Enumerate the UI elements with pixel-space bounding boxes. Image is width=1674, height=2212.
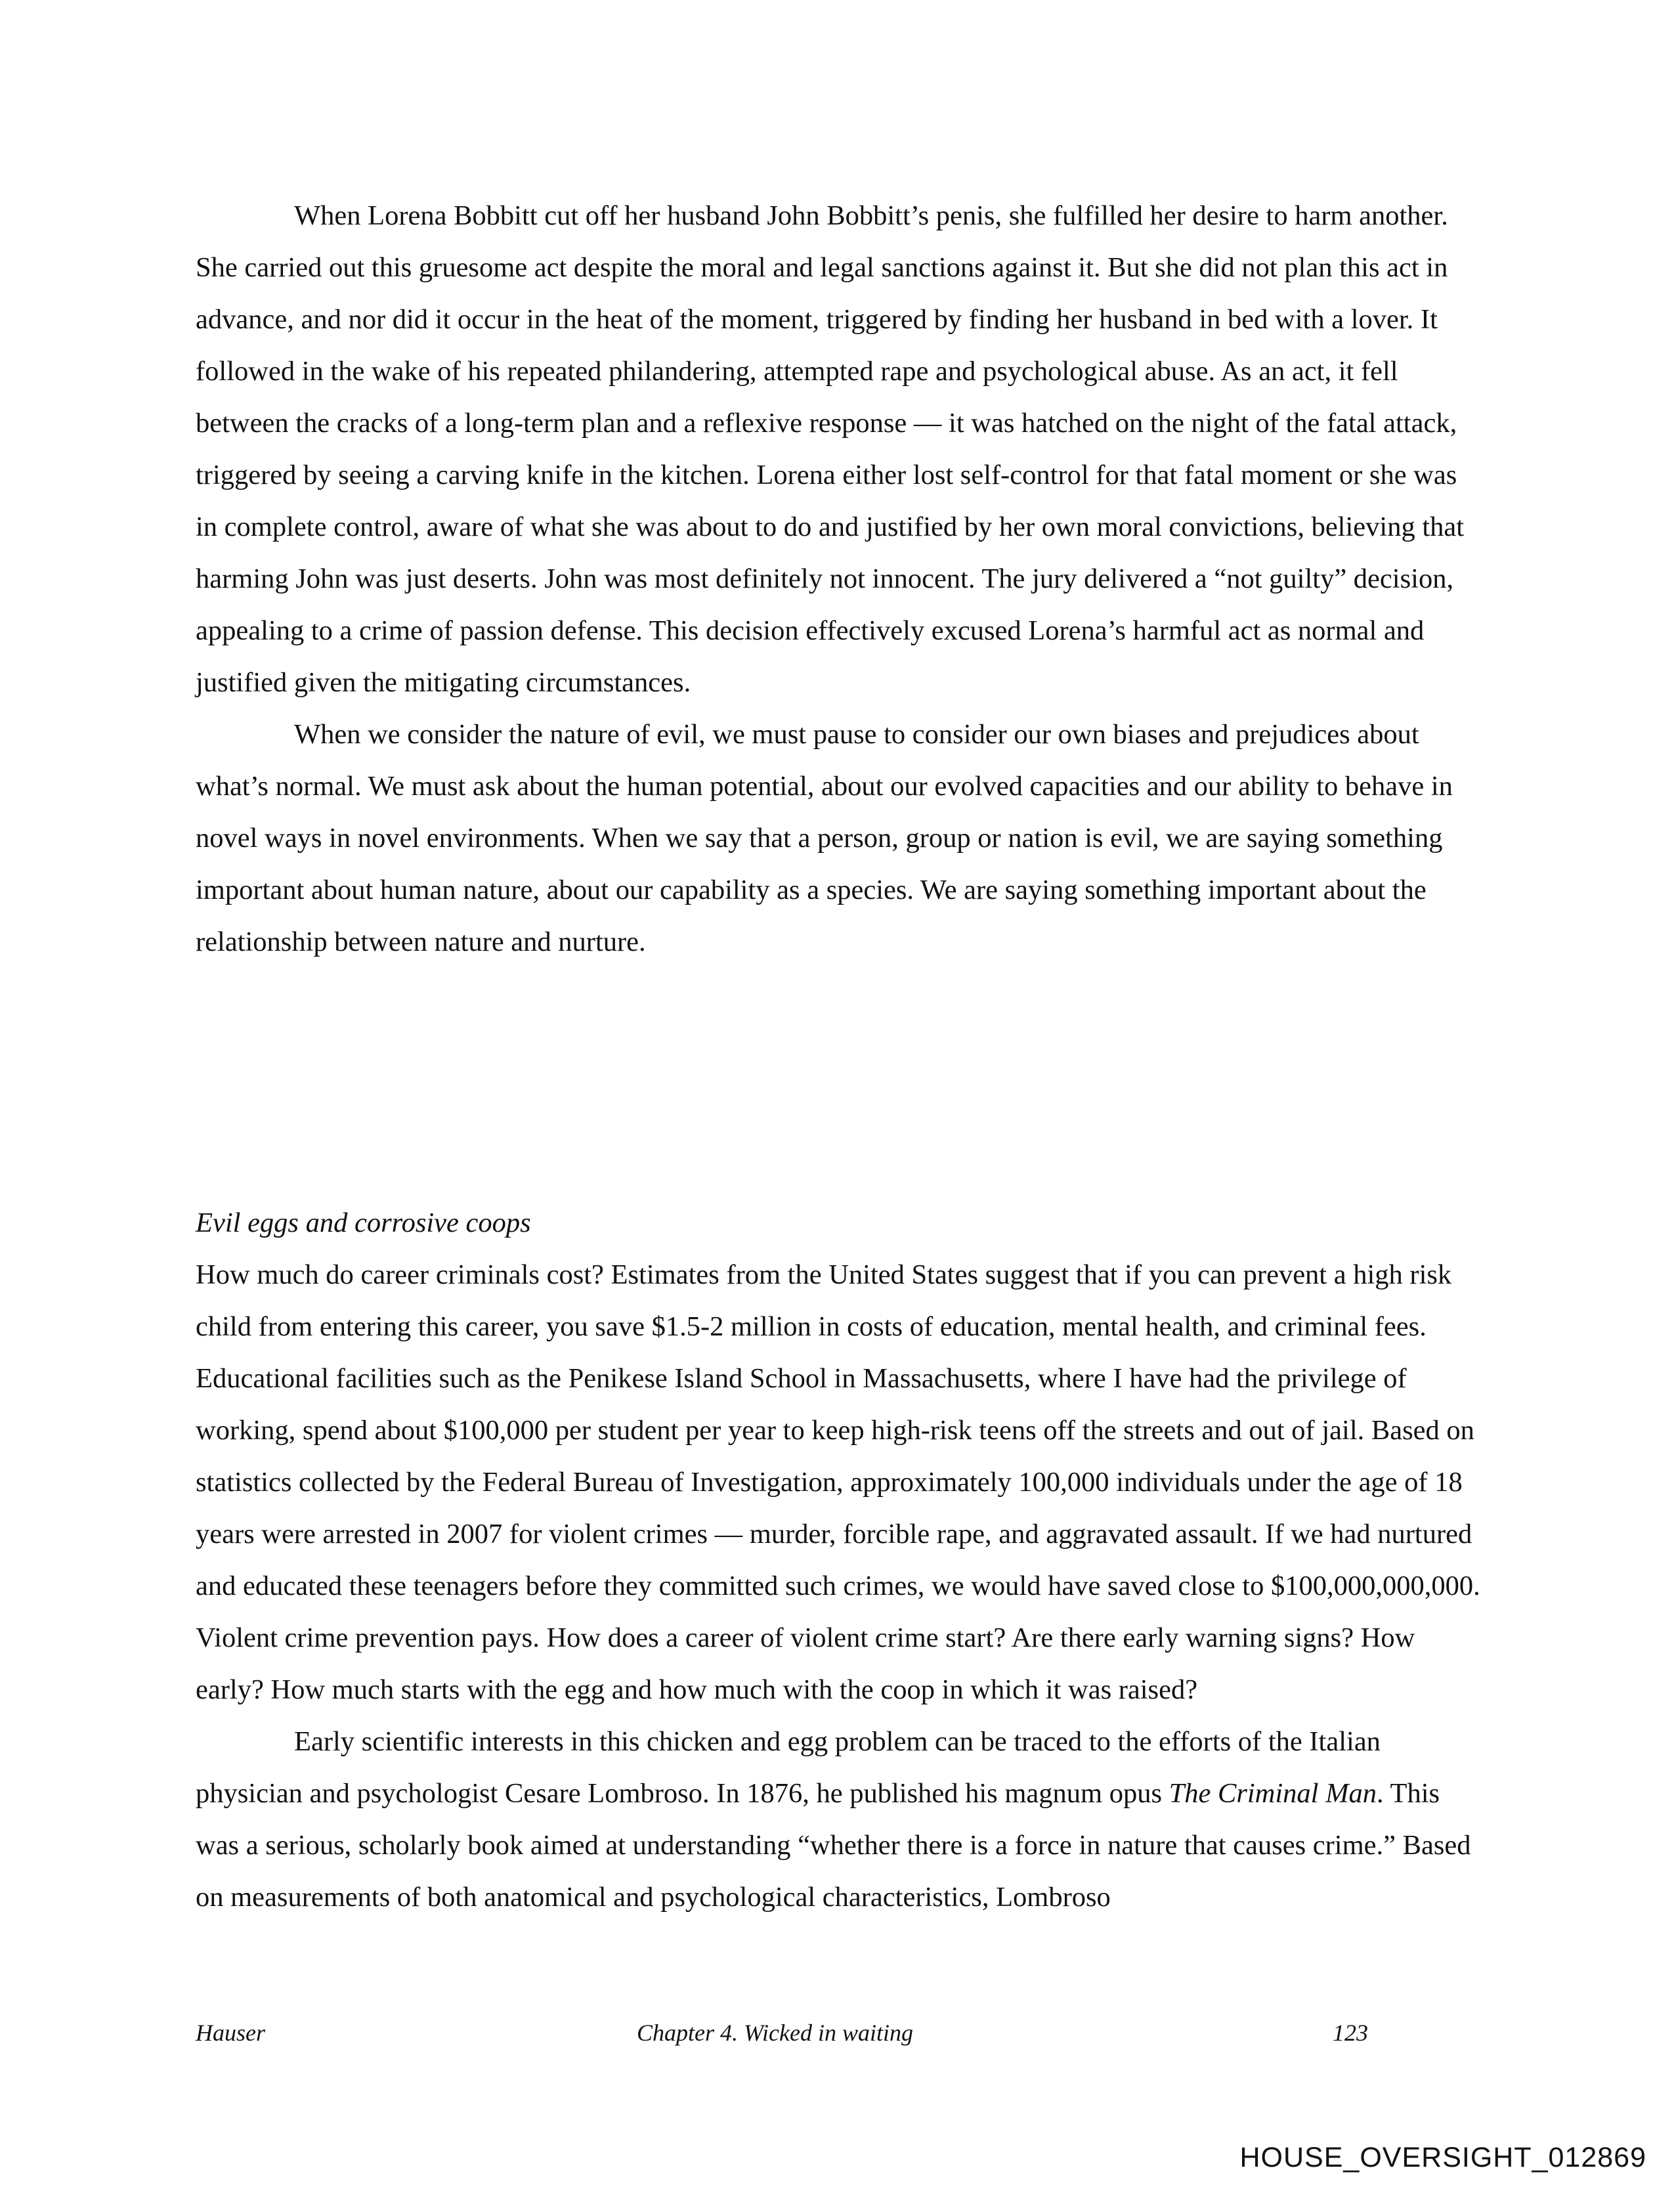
bates-stamp: HOUSE_OVERSIGHT_012869 bbox=[1239, 2142, 1646, 2173]
section-body-1 bbox=[196, 190, 1482, 968]
paragraph-career-criminals: How much do career criminals cost? Estimates from the United States suggest that if you can prevent a high risk child from entering this career, you save $1.5-2 million in costs of education, mental health, and criminal fees. Educational facilities such as the Penikese Island School in Massachusetts, where I have had the privilege of working, spend about $100,000 per student per year to keep high-risk teens off the streets and out of jail. Based on statistics collected by the Federal Bureau of Investigation, approximately 100,000 individuals under the age of 18 years were arrested in 2007 for violent crimes — murder, forcible rape, and aggravated assault. If we had nurtured and educated these teenagers before they committed such crimes, we would have saved close to $100,000,000,000. Violent crime prevention pays. How does a career of violent crime start? Are there early warning signs? How early? How much starts with the egg and how much with the coop in which it was raised? bbox=[196, 1259, 1480, 1705]
paragraph-lombroso bbox=[196, 1716, 1482, 1923]
footer-author: Hauser bbox=[196, 2020, 265, 2046]
section-body-2 bbox=[196, 1197, 1482, 1923]
paragraph-bobbitt: When Lorena Bobbitt cut off her husband John Bobbitt’s penis, she fulfilled her desire to harm another. She carried out this gruesome act despite the moral and legal sanctions against it. But she did not plan this act in advance, and nor did it occur in the heat of the moment, triggered by finding her husband in bed with a lover. It followed in the wake of his repeated philandering, attempted rape and psychological abuse. As an act, it fell between the cracks of a long-term plan and a reflexive response — it was hatched on the night of the fatal attack, triggered by seeing a carving knife in the kitchen. Lorena either lost self-control for that fatal moment or she was in complete control, aware of what she was about to do and justified by her own moral convictions, believing that harming John was just deserts. John was most definitely not innocent. The jury delivered a “not guilty” decision, appealing to a crime of passion defense. This decision effectively excused Lorena’s harmful act as normal and justified given the mitigating circumstances. bbox=[196, 200, 1465, 698]
paragraph-lombroso-text-end: . This was a serious, scholarly book aimed at understanding “whether there is a force in nature that causes crime.” Based on measurements of both anatomical and psychological characteristics, Lombroso bbox=[196, 1778, 1471, 1913]
section-heading: Evil eggs and corrosive coops bbox=[196, 1207, 531, 1238]
footer-chapter-title: Chapter 4. Wicked in waiting bbox=[637, 2020, 913, 2046]
book-title: The Criminal Man bbox=[1169, 1778, 1377, 1809]
paragraph-lombroso-text-start: Early scientific interests in this chicken and egg problem can be traced to the efforts of the Italian physician and psychologist Cesare Lombroso. In 1876, he published his magnum opus bbox=[196, 1726, 1381, 1809]
footer-page-number: 123 bbox=[1333, 2020, 1368, 2046]
paragraph-nature-of-evil: When we consider the nature of evil, we must pause to consider our own biases and prejudices about what’s normal. We must ask about the human potential, about our evolved capacities and our ability to behave in novel ways in novel environments. When we say that a person, group or nation is evil, we are saying something important about human nature, about our capability as a species. We are saying something important about the relationship between nature and nurture. bbox=[196, 719, 1453, 957]
